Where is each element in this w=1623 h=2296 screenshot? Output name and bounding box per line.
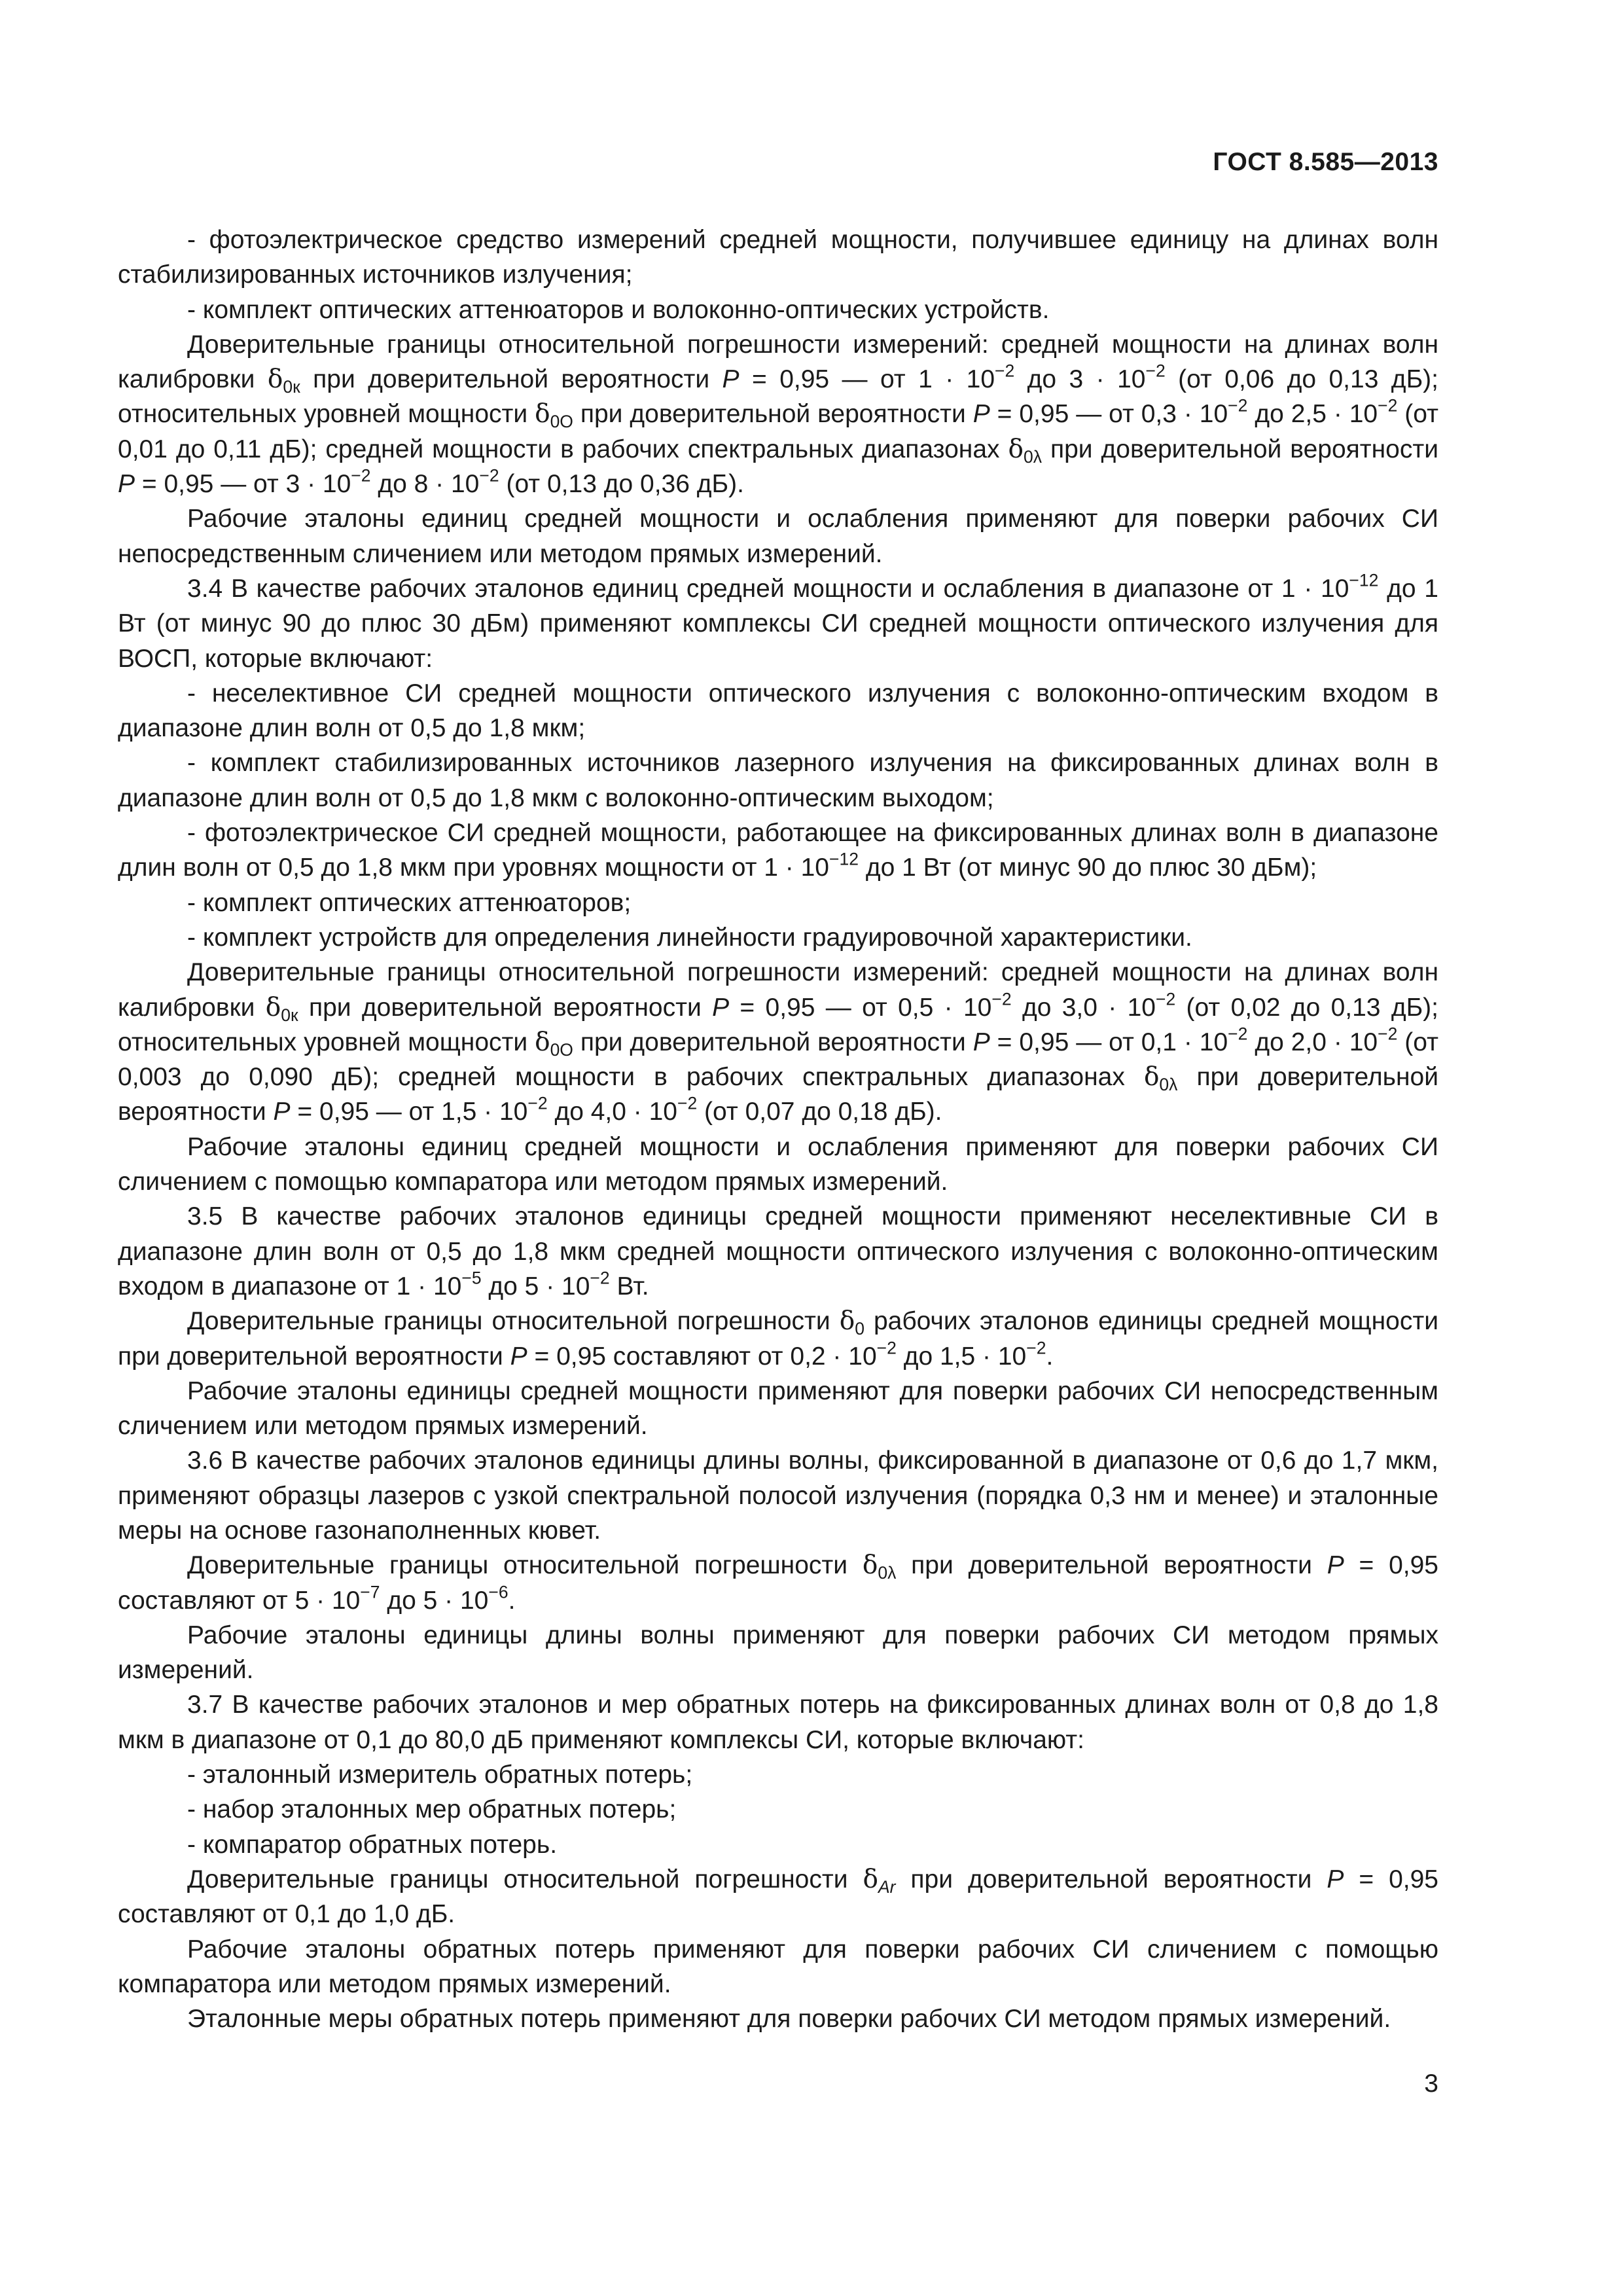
paragraph: - комплект оптических аттенюаторов; (187, 888, 632, 917)
document-body (118, 223, 1438, 2036)
paragraph: Рабочие эталоны единиц средней мощности и ослабления применяют для поверки рабочих СИ непосредственным сличением или методом прямых измерений. (118, 505, 1438, 568)
paragraph: Эталонные меры обратных потерь применяют для поверки рабочих СИ методом прямых измерений. (187, 2005, 1391, 2034)
paragraph: Рабочие эталоны единицы средней мощности применяют для поверки рабочих СИ непосредственным сличением или методом прямых измерений. (118, 1376, 1438, 1441)
paragraph: - комплект устройств для определения линейности градуировочной характеристики. (187, 923, 1192, 952)
paragraph: - набор эталонных мер обратных потерь; (187, 1795, 677, 1824)
paragraph: - комплект оптических аттенюаторов и волоконно-оптических устройств. (187, 295, 1050, 324)
paragraph: Рабочие эталоны обратных потерь применяют для поверки рабочих СИ сличением с помощью компаратора или методом прямых измерений. (118, 1935, 1438, 1998)
paragraph: Доверительные границы относительной погрешности $\delta_{0\lambda}$ при доверительной вероятности P = 0,95 составляют от $5 \cdot 10^{-7}$ до $5 \cdot 10^{-6}$. (118, 1551, 1438, 1615)
paragraph: Доверительные границы относительной погрешности измерений: средней мощности на длинах волн калибровки $\delta_{0к}$ при доверительной вероятности P = 0,95 — от $1 \cdot 10^{-2}$ до $3 \cdot 10^{-2}$ (от 0,06 до 0,13 дБ); относительных уровней мощности $\delta_{0O}$ при доверительной вероятности P = 0,95 — от $0,3 \cdot 10^{-2}$ до $2,5 \cdot 10^{-2}$ (от 0,01 до 0,11 дБ); средней мощности в рабочих спектральных диапазонах $\delta_{0\lambda}$ при доверительной вероятности P = 0,95 — от $3 \cdot 10^{-2}$ до $8 \cdot 10^{-2}$ (от 0,13 до 0,36 дБ). (118, 330, 1438, 499)
paragraph: - комплект стабилизированных источников лазерного излучения на фиксированных длинах волн в диапазоне длин волн от 0,5 до 1,8 мкм с волоконно-оптическим выходом; (118, 749, 1438, 812)
paragraph: - эталонный измеритель обратных потерь; (187, 1761, 693, 1789)
paragraph: 3.5 В качестве рабочих эталонов единицы средней мощности применяют неселективные СИ в диапазоне длин волн от 0,5 до 1,8 мкм средней мощности оптического излучения с волоконно-оптическим входом в диапазоне от $1 \cdot 10^{-5}$ до $5 \cdot 10^{-2}$ Вт. (118, 1202, 1438, 1300)
paragraph: - фотоэлектрическое СИ средней мощности, работающее на фиксированных длинах волн в диапазоне длин волн от 0,5 до 1,8 мкм при уровнях мощности от $1 \cdot 10^{-12}$ до 1 Вт (от минус 90 до плюс 30 дБм); (118, 819, 1438, 882)
paragraph: Доверительные границы относительной погрешности $\delta_{Ar}$ при доверительной вероятности P = 0,95 составляют от 0,1 до 1,0 дБ. (118, 1864, 1438, 1929)
paragraph: - неселективное СИ средней мощности оптического излучения с волоконно-оптическим входом в диапазоне длин волн от 0,5 до 1,8 мкм; (118, 679, 1438, 743)
page-number: 3 (1424, 2070, 1438, 2098)
paragraph: 3.4 В качестве рабочих эталонов единиц средней мощности и ослабления в диапазоне от $1 \cdot 10^{-12}$ до 1 Вт (от минус 90 до плюс 30 дБм) применяют комплексы СИ средней мощности оптического излучения для ВОСП, которые включают: (118, 570, 1438, 673)
document-code-header: ГОСТ 8.585—2013 (1213, 148, 1438, 176)
paragraph: Рабочие эталоны единиц средней мощности и ослабления применяют для поверки рабочих СИ сличением с помощью компаратора или методом прямых измерений. (118, 1132, 1438, 1196)
paragraph: 3.6 В качестве рабочих эталонов единицы длины волны, фиксированной в диапазоне от 0,6 до 1,7 мкм, применяют образцы лазеров с узкой спектральной полосой излучения (порядка 0,3 нм и менее) и эталонные меры на основе газонаполненных кювет. (118, 1446, 1438, 1545)
paragraph: Доверительные границы относительной погрешности $\delta_0$ рабочих эталонов единицы средней мощности при доверительной вероятности P = 0,95 составляют от $0,2 \cdot 10^{-2}$ до $1,5 \cdot 10^{-2}$. (118, 1306, 1438, 1371)
paragraph: 3.7 В качестве рабочих эталонов и мер обратных потерь на фиксированных длинах волн от 0,8 до 1,8 мкм в диапазоне от 0,1 до 80,0 дБ применяют комплексы СИ, которые включают: (118, 1691, 1438, 1754)
paragraph: - компаратор обратных потерь. (187, 1830, 558, 1859)
paragraph: - фотоэлектрическое средство измерений средней мощности, получившее единицу на длинах волн стабилизированных источников излучения; (118, 226, 1438, 289)
paragraph: Доверительные границы относительной погрешности измерений: средней мощности на длинах волн калибровки $\delta_{0к}$ при доверительной вероятности P = 0,95 — от $0,5 \cdot 10^{-2}$ до $3,0 \cdot 10^{-2}$ (от 0,02 до 0,13 дБ); относительных уровней мощности $\delta_{0O}$ при доверительной вероятности P = 0,95 — от $0,1 \cdot 10^{-2}$ до $2,0 \cdot 10^{-2}$ (от 0,003 до 0,090 дБ); средней мощности в рабочих спектральных диапазонах $\delta_{0\lambda}$ при доверительной вероятности P = 0,95 — от $1,5 \cdot 10^{-2}$ до $4,0 \cdot 10^{-2}$ (от 0,07 до 0,18 дБ). (118, 958, 1438, 1126)
paragraph: Рабочие эталоны единицы длины волны применяют для поверки рабочих СИ методом прямых измерений. (118, 1621, 1438, 1685)
